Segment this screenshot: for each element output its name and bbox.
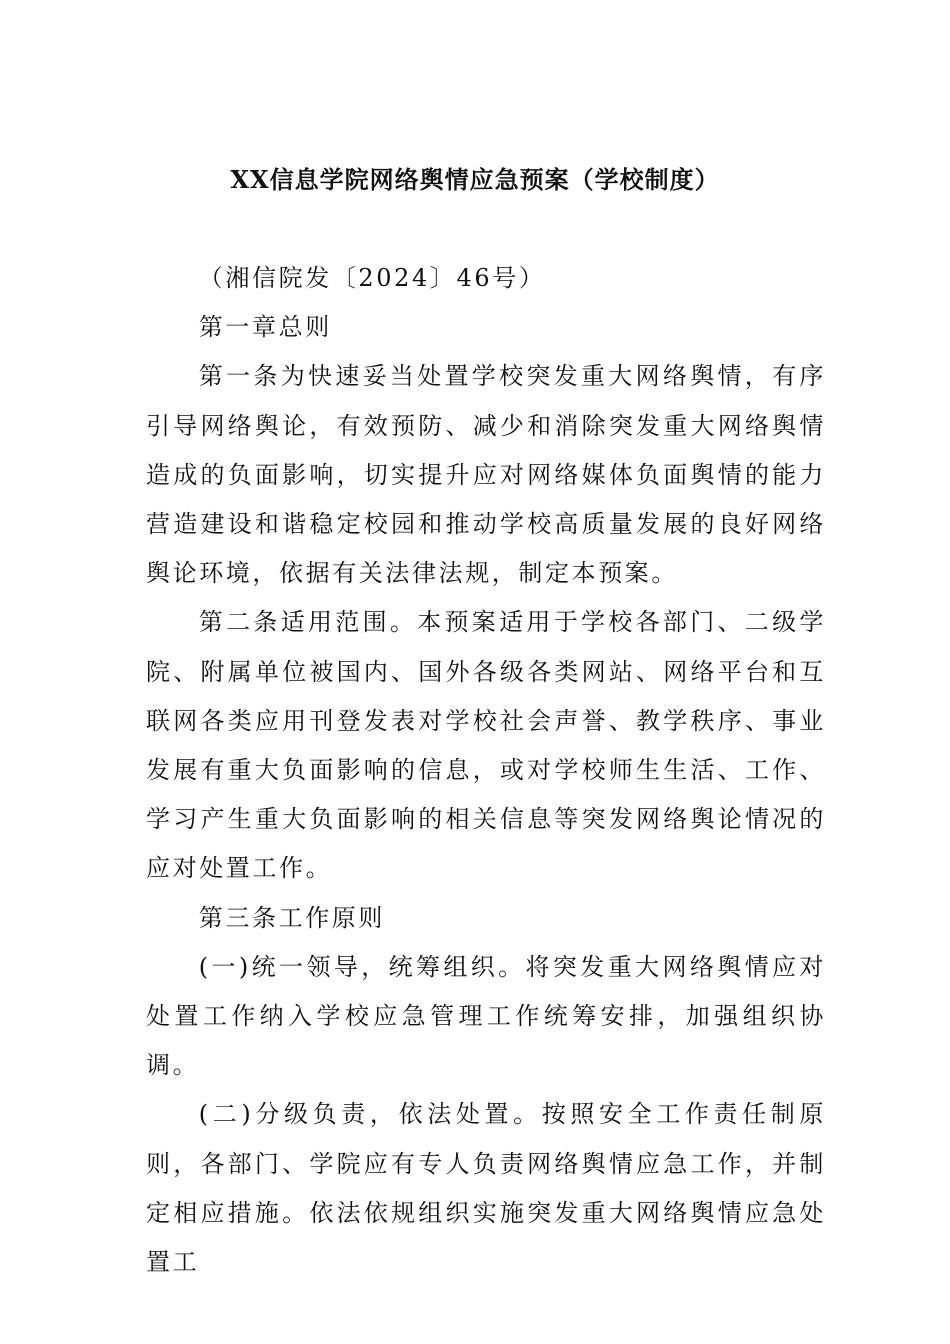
chapter-heading: 第一章总则 xyxy=(198,313,332,342)
document-body xyxy=(146,254,826,1287)
article-2: 第二条适用范围。本预案适用于学校各部门、二级学院、附属单位被国内、国外各级各类网站、网络平台和互联网各类应用刊登发表对学校社会声誉、教学秩序、事业发展有重大负面影响的信息，或对学校师生生活、工作、学习产生重大负面影响的相关信息等突发网络舆论情况的应对处置工作。 xyxy=(146,608,826,883)
article-3-heading: 第三条工作原则 xyxy=(198,903,385,932)
principle-2: (二)分级负责，依法处置。按照安全工作责任制原则，各部门、学院应有专人负责网络舆情应急工作，并制定相应措施。依法依规组织实施突发重大网络舆情应急处置工 xyxy=(146,1100,826,1277)
document-title: XX信息学院网络舆情应急预案（学校制度） xyxy=(230,165,720,194)
document-number: （湘信院发〔2024〕46号） xyxy=(198,264,546,292)
principle-1: (一)统一领导，统筹组织。将突发重大网络舆情应对处置工作纳入学校应急管理工作统筹安排，加强组织协调。 xyxy=(146,952,826,1080)
article-1: 第一条为快速妥当处置学校突发重大网络舆情，有序引导网络舆论，有效预防、减少和消除突发重大网络舆情造成的负面影响，切实提升应对网络媒体负面舆情的能力营造建设和谐稳定校园和推动学校高质量发展的良好网络舆论环境，依据有关法律法规，制定本预案。 xyxy=(146,362,826,588)
